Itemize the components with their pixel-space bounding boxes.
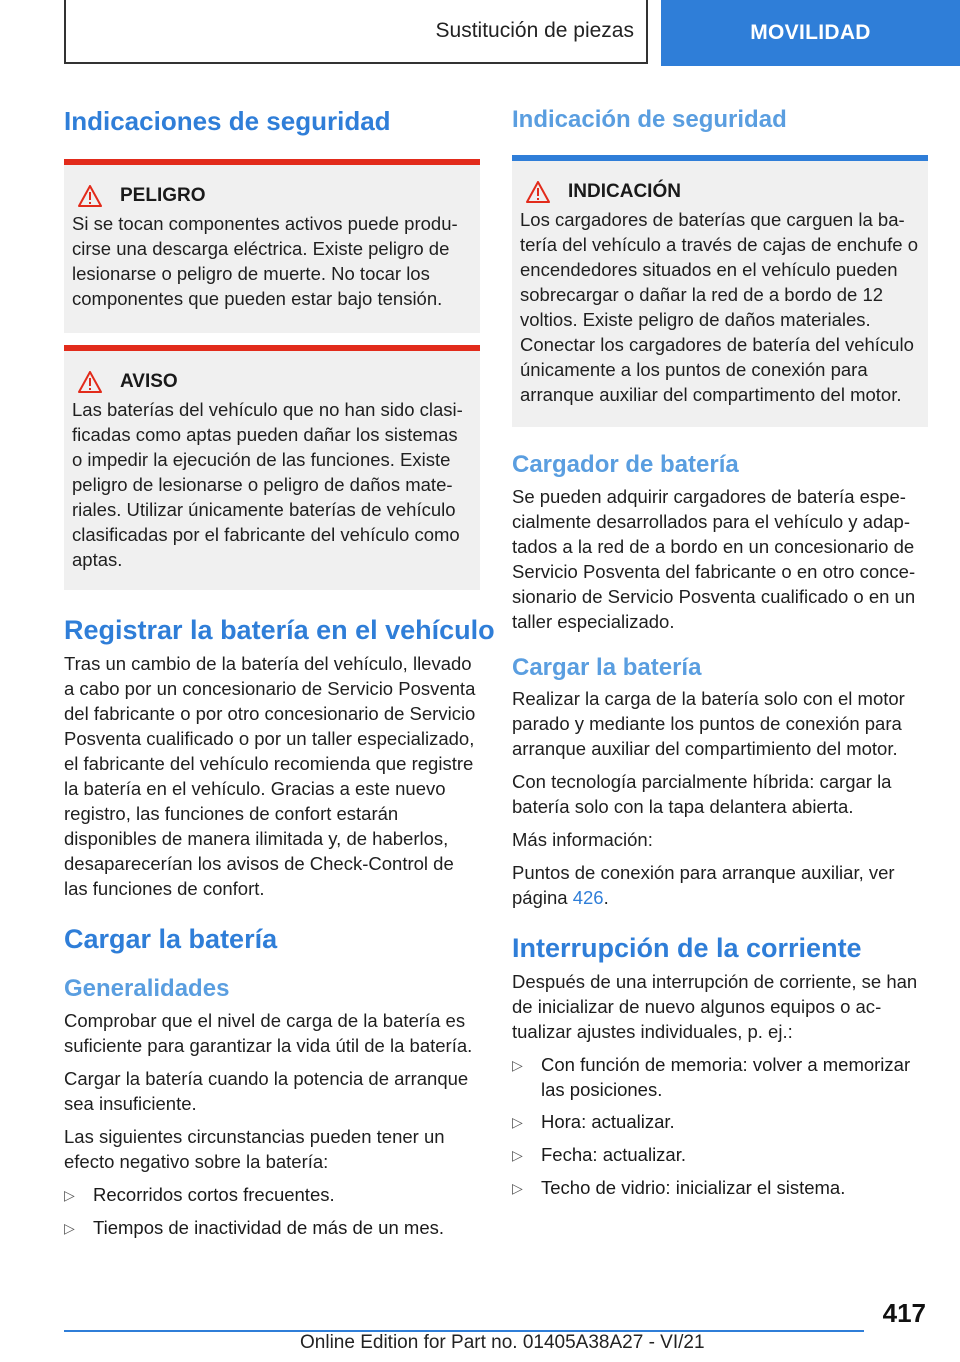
list-item: ▷ Con función de memoria: volver a memorizar las posiciones. xyxy=(512,1053,911,1100)
page-header xyxy=(0,0,960,66)
warning-triangle-icon xyxy=(78,185,102,207)
indicacion-box xyxy=(512,155,928,427)
aviso-text: Las baterías del vehículo que no han sido clasificadas como aptas pueden dañar los sistemas o impedir la ejecución de las funciones. Existe peligro de lesionarse o peligro de daños materiales. Utilizar únicamente baterías de vehículo clasificadas por el fabricante del vehículo como aptas. xyxy=(72,399,463,571)
list-item: ▷ Techo de vidrio: inicializar el sistema. xyxy=(512,1175,928,1201)
list-item: ▷ Recorridos cortos frecuentes. xyxy=(64,1182,480,1208)
indicacion-title-row xyxy=(520,181,920,203)
danger-text: Si se tocan componentes activos puede producirse una descarga eléctrica. Existe peligro de lesionarse o peligro de muerte. No tocar los componentes que pueden estar bajo tensión. xyxy=(72,213,458,310)
list-item: ▷ Fecha: actualizar. xyxy=(512,1142,928,1168)
indicacion-title: INDICACIÓN xyxy=(568,180,681,202)
heading-general: Generalidades xyxy=(64,974,230,1002)
warning-triangle-icon xyxy=(526,181,550,203)
triangle-bullet-icon: ▷ xyxy=(64,1186,75,1203)
heading-charge-battery-right: Cargar la batería xyxy=(512,653,702,681)
triangle-bullet-icon: ▷ xyxy=(64,1219,75,1236)
general-paragraph-2: Cargar la batería cuando la potencia de arranque sea insuficiente. xyxy=(64,1067,469,1114)
charger-text: Se pueden adquirir cargadores de batería especialmente desarrollados para el vehículo y adaptados a la red de a bordo en un concesionario de Servicio Posventa del fabricante o en otro concesionario de Servicio Posventa cualificado o en un taller especializado. xyxy=(512,485,916,632)
heading-safety-notes: Indicaciones de seguridad xyxy=(64,106,391,136)
register-text: Tras un cambio de la batería del vehículo, llevado a cabo por un concesionario de Servicio Posventa del fabricante o por otro concesionario de Servicio Posventa cualificado o por un taller especializado, el fabricante del vehículo recomienda que registre la batería en el vehículo. Gracias a este nuevo registro, las funciones de confort estarán disponibles de manera ilimitada y, de haberlos, desaparecerían los avisos de Check-Control de las funciones de confort. xyxy=(64,652,476,899)
reset-list xyxy=(512,1052,928,1201)
chapter-tab[interactable]: MOVILIDAD xyxy=(661,0,960,66)
triangle-bullet-icon: ▷ xyxy=(512,1113,523,1130)
general-paragraph-3: Las siguientes circunstancias pueden tener un efecto negativo sobre la batería: xyxy=(64,1125,445,1172)
charge-paragraph-2: Con tecnología parcialmente híbrida: cargar la batería solo con la tapa delantera abierta. xyxy=(512,771,892,818)
general-paragraph-1: Comprobar que el nivel de carga de la batería es suficiente para garantizar la vida útil de la batería. xyxy=(64,1009,473,1056)
charge-paragraph-4: Puntos de conexión para arranque auxiliar, ver página 426. xyxy=(512,862,895,909)
charge-paragraph-1: Realizar la carga de la batería solo con el motor parado y mediante los puntos de conexión para arranque auxiliar del compartimiento del motor. xyxy=(512,688,905,760)
page-reference-link[interactable]: 426 xyxy=(572,887,604,909)
warning-triangle-icon xyxy=(78,371,102,393)
aviso-title-row xyxy=(72,371,472,393)
list-item: ▷ Hora: actualizar. xyxy=(512,1109,928,1135)
footer-edition: Online Edition for Part no. 01405A38A27 - VI/21 xyxy=(300,1332,705,1353)
charge-paragraph-3: Más información: xyxy=(512,829,653,851)
list-item: ▷ Tiempos de inactividad de más de un mes. xyxy=(64,1215,480,1241)
danger-title: PELIGRO xyxy=(120,185,206,207)
danger-title-row xyxy=(72,185,472,207)
triangle-bullet-icon: ▷ xyxy=(512,1056,523,1073)
heading-battery-charger: Cargador de batería xyxy=(512,450,739,478)
triangle-bullet-icon: ▷ xyxy=(512,1179,523,1196)
heading-safety-note: Indicación de seguridad xyxy=(512,106,787,133)
page-number: 417 xyxy=(882,1298,926,1328)
heading-power-interruption: Interrupción de la corriente xyxy=(512,933,862,964)
factors-list xyxy=(64,1182,480,1241)
aviso-title: AVISO xyxy=(120,371,178,393)
danger-box xyxy=(64,159,480,333)
triangle-bullet-icon: ▷ xyxy=(512,1146,523,1163)
heading-charge-battery: Cargar la batería xyxy=(64,923,278,954)
indicacion-text: Los cargadores de baterías que carguen la batería del vehículo a través de cajas de enchufe o encendedores situados en el vehículo pueden sobrecargar o dañar la red de a bordo de 12 voltios. Existe peligro de daños materiales. Conectar los cargadores de batería del vehículo únicamente a los puntos de conexión para arranque auxiliar del compartimento del motor. xyxy=(520,208,919,405)
right-column xyxy=(512,96,928,1208)
aviso-box xyxy=(64,345,480,590)
section-title: Sustitución de piezas xyxy=(64,0,648,64)
left-column xyxy=(64,96,495,1248)
interrupt-text: Después de una interrupción de corriente, se han de inicializar de nuevo algunos equipos o actualizar ajustes individuales, p. ej.: xyxy=(512,970,918,1042)
heading-register-battery: Registrar la batería en el vehículo xyxy=(64,615,495,646)
